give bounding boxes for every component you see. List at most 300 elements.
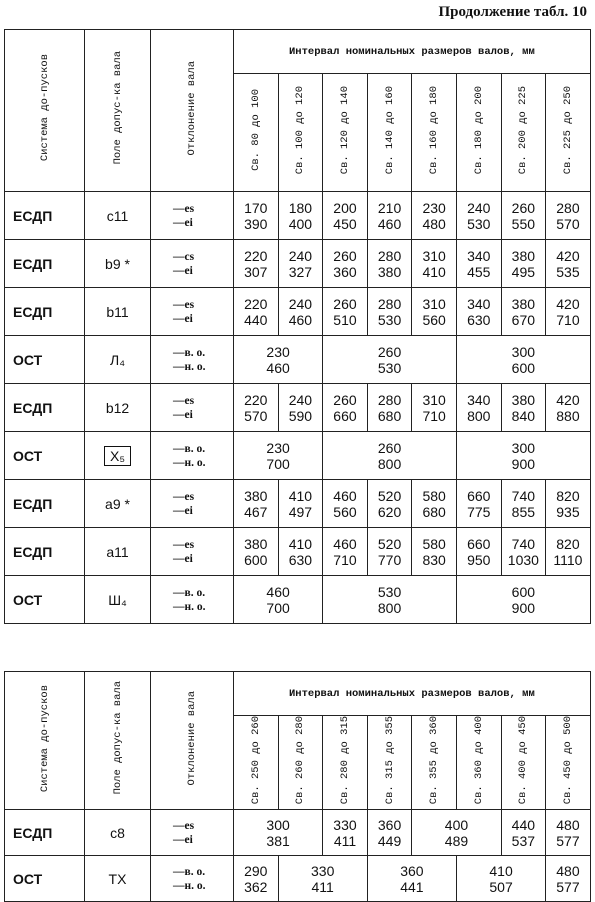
tolerance-field-label: b11	[106, 303, 129, 320]
value-cell	[367, 192, 412, 240]
value-cell	[323, 240, 368, 288]
upper-value: 340	[467, 391, 491, 408]
value-cell	[278, 288, 323, 336]
interval-header-cell	[367, 74, 412, 192]
upper-value: 220	[244, 295, 268, 312]
lower-value: 670	[511, 311, 536, 328]
upper-deviation-label: —es	[173, 490, 195, 503]
lower-value: 390	[244, 215, 268, 232]
lower-value: 307	[244, 263, 268, 280]
value-cell	[234, 810, 323, 856]
upper-value: 280	[377, 391, 402, 408]
system-cell: ЕСДП	[5, 384, 85, 432]
upper-value: 520	[377, 487, 402, 504]
value-cell	[234, 432, 323, 480]
table-row	[5, 288, 591, 336]
interval-label: Св. 120 до 140	[338, 85, 351, 175]
upper-value: 280	[377, 247, 402, 264]
interval-header-cell	[278, 716, 323, 810]
system-cell: ОСТ	[5, 336, 85, 384]
value-cell	[456, 288, 501, 336]
deviation-cell	[151, 336, 234, 384]
table-row	[5, 528, 591, 576]
interval-label: Св. 400 до 450	[517, 716, 530, 805]
value-cell	[546, 192, 591, 240]
upper-value: 340	[467, 247, 491, 264]
lower-value: 380	[377, 263, 402, 280]
tolerance-field-label: b12	[105, 399, 130, 416]
upper-deviation-label: —es	[173, 538, 195, 551]
table-row	[5, 576, 591, 624]
upper-value: 330	[333, 816, 357, 833]
deviation-cell	[151, 480, 234, 528]
upper-value: 580	[422, 487, 446, 504]
upper-value: 520	[377, 535, 402, 552]
interval-header-cell	[456, 74, 501, 192]
interval-label: Св. 200 до 225	[517, 85, 530, 175]
upper-value: 260	[377, 439, 402, 456]
upper-value: 480	[556, 816, 580, 833]
value-cell	[412, 528, 457, 576]
lower-value: 680	[377, 407, 402, 424]
upper-value: 220	[244, 391, 268, 408]
table-row	[5, 810, 591, 856]
interval-label: Св. 315 до 355	[383, 716, 396, 805]
interval-header-cell	[367, 716, 412, 810]
value-cell	[234, 384, 279, 432]
value-cell	[234, 288, 279, 336]
interval-header-cell	[234, 74, 279, 192]
upper-value: 310	[422, 391, 446, 408]
tolerance-field-cell	[85, 336, 151, 384]
lower-value: 467	[244, 503, 268, 520]
tolerance-field-cell	[85, 480, 151, 528]
upper-value: 180	[288, 199, 313, 216]
interval-label: Св. 360 до 400	[472, 716, 485, 805]
deviation-cell	[151, 810, 234, 856]
upper-deviation-label: —в. о.	[173, 586, 206, 599]
interval-label: Св. 250 до 260	[249, 716, 262, 805]
upper-value: 740	[511, 487, 536, 504]
table-row	[5, 432, 591, 480]
deviation-cell	[151, 856, 234, 902]
tolerance-field-cell	[85, 432, 151, 480]
lower-value: 700	[266, 599, 290, 616]
table-row	[5, 480, 591, 528]
value-cell	[501, 240, 546, 288]
value-cell	[367, 480, 412, 528]
upper-value: 410	[489, 862, 513, 879]
interval-header-cell	[323, 716, 368, 810]
deviation-cell	[151, 528, 234, 576]
lower-value: 460	[266, 359, 290, 376]
lower-value: 460	[288, 311, 313, 328]
lower-value: 710	[556, 311, 580, 328]
value-cell	[412, 810, 501, 856]
upper-value: 380	[511, 295, 536, 312]
interval-header-cell	[501, 716, 546, 810]
deviation-cell	[151, 384, 234, 432]
lower-deviation-label: —н. о.	[173, 600, 206, 613]
tolerance-field-label: Ш₄	[108, 591, 127, 608]
value-cell	[456, 336, 590, 384]
lower-value: 577	[556, 832, 580, 849]
table-row	[5, 384, 591, 432]
interval-header-cell	[234, 716, 279, 810]
upper-value: 410	[288, 487, 313, 504]
system-cell: ЕСДП	[5, 240, 85, 288]
table-row	[5, 192, 591, 240]
value-cell	[456, 480, 501, 528]
value-cell	[501, 480, 546, 528]
lower-value: 590	[288, 407, 313, 424]
lower-value: 775	[467, 503, 491, 520]
value-cell	[234, 240, 279, 288]
value-cell	[367, 810, 412, 856]
interval-header-cell	[501, 74, 546, 192]
lower-value: 900	[511, 599, 536, 616]
header-system: Система до-пусков	[5, 672, 85, 810]
value-cell	[323, 336, 457, 384]
tolerance-field-label: ТХ	[108, 870, 127, 887]
lower-value: 530	[467, 215, 491, 232]
upper-value: 310	[422, 247, 446, 264]
tolerance-field-label: a11	[106, 543, 129, 560]
value-cell	[546, 810, 591, 856]
upper-value: 530	[377, 583, 402, 600]
value-cell	[278, 856, 367, 902]
upper-value: 400	[444, 816, 469, 833]
upper-value: 200	[333, 199, 357, 216]
tolerance-field-cell	[85, 192, 151, 240]
lower-value: 489	[444, 832, 469, 849]
deviation-cell	[151, 288, 234, 336]
value-cell	[234, 336, 323, 384]
deviation-cell	[151, 240, 234, 288]
value-cell	[456, 856, 545, 902]
value-cell	[278, 480, 323, 528]
upper-value: 440	[511, 816, 536, 833]
value-cell	[278, 192, 323, 240]
interval-label: Св. 80 до 100	[249, 89, 262, 171]
upper-value: 420	[556, 247, 580, 264]
upper-deviation-label: —cs	[173, 250, 195, 263]
tolerance-table-part2	[4, 671, 591, 902]
upper-value: 740	[511, 535, 536, 552]
header-field: Поле допус-ка вала	[85, 30, 151, 192]
lower-deviation-label: —ei	[173, 216, 193, 229]
value-cell	[412, 192, 457, 240]
upper-value: 820	[556, 535, 580, 552]
upper-value: 260	[333, 391, 357, 408]
lower-value: 800	[377, 599, 402, 616]
interval-label: Св. 450 до 500	[561, 716, 574, 805]
system-cell: ОСТ	[5, 432, 85, 480]
lower-value: 840	[511, 407, 536, 424]
lower-value: 680	[422, 503, 446, 520]
lower-deviation-label: —ei	[173, 552, 193, 565]
upper-value: 230	[422, 199, 446, 216]
value-cell	[278, 528, 323, 576]
upper-value: 420	[556, 391, 580, 408]
tolerance-field-cell	[85, 384, 151, 432]
tolerance-field-cell	[85, 288, 151, 336]
interval-header-cell	[278, 74, 323, 192]
upper-deviation-label: —es	[173, 298, 195, 311]
value-cell	[456, 576, 590, 624]
lower-value: 410	[422, 263, 446, 280]
lower-value: 950	[467, 551, 491, 568]
upper-value: 600	[511, 583, 536, 600]
lower-deviation-label: —ei	[173, 312, 193, 325]
lower-value: 460	[377, 215, 402, 232]
lower-value: 507	[489, 878, 513, 895]
lower-value: 700	[266, 455, 290, 472]
tolerance-field-cell	[85, 576, 151, 624]
lower-value: 577	[556, 878, 580, 895]
value-cell	[278, 240, 323, 288]
lower-value: 600	[511, 359, 536, 376]
value-cell	[323, 384, 368, 432]
deviation-cell	[151, 432, 234, 480]
lower-value: 630	[288, 551, 313, 568]
table-row	[5, 856, 591, 902]
value-cell	[367, 856, 456, 902]
lower-value: 560	[333, 503, 357, 520]
tolerance-field-cell	[85, 240, 151, 288]
upper-value: 380	[244, 487, 268, 504]
lower-value: 660	[333, 407, 357, 424]
lower-deviation-label: —ei	[173, 504, 193, 517]
lower-value: 570	[244, 407, 268, 424]
upper-value: 240	[288, 295, 313, 312]
value-cell	[323, 576, 457, 624]
value-cell	[456, 384, 501, 432]
upper-value: 230	[266, 439, 290, 456]
value-cell	[456, 240, 501, 288]
lower-value: 600	[244, 551, 268, 568]
upper-value: 460	[333, 535, 357, 552]
header-deviation: Отклонение вала	[151, 30, 234, 192]
upper-value: 240	[288, 247, 313, 264]
value-cell	[501, 384, 546, 432]
value-cell	[234, 856, 279, 902]
lower-value: 535	[556, 263, 580, 280]
upper-value: 280	[556, 199, 580, 216]
tolerance-field-cell	[85, 856, 151, 902]
lower-value: 900	[511, 455, 536, 472]
value-cell	[278, 384, 323, 432]
lower-value: 360	[333, 263, 357, 280]
lower-value: 362	[244, 878, 268, 895]
interval-label: Св. 180 до 200	[472, 85, 485, 175]
value-cell	[501, 288, 546, 336]
upper-deviation-label: —в. о.	[173, 346, 206, 359]
lower-value: 800	[467, 407, 491, 424]
interval-label: Св. 140 до 160	[383, 85, 396, 175]
value-cell	[323, 288, 368, 336]
value-cell	[456, 528, 501, 576]
interval-header-cell	[323, 74, 368, 192]
lower-value: 400	[288, 215, 313, 232]
system-cell: ЕСДП	[5, 480, 85, 528]
lower-value: 570	[556, 215, 580, 232]
interval-label: Св. 225 до 250	[561, 85, 574, 175]
lower-deviation-label: —н. о.	[173, 456, 206, 469]
value-cell	[323, 480, 368, 528]
interval-header-cell	[456, 716, 501, 810]
value-cell	[546, 480, 591, 528]
tolerance-field-label: b9 *	[105, 255, 130, 272]
upper-value: 260	[511, 199, 536, 216]
header-interval: Интервал номинальных размеров валов, мм	[234, 30, 591, 74]
lower-value: 510	[333, 311, 357, 328]
lower-value: 830	[422, 551, 446, 568]
value-cell	[234, 576, 323, 624]
upper-value: 280	[377, 295, 402, 312]
lower-value: 530	[377, 359, 402, 376]
lower-value: 770	[377, 551, 402, 568]
value-cell	[412, 384, 457, 432]
value-cell	[323, 432, 457, 480]
upper-value: 580	[422, 535, 446, 552]
lower-value: 450	[333, 215, 357, 232]
upper-deviation-label: —в. о.	[173, 442, 206, 455]
tolerance-field-cell	[85, 528, 151, 576]
system-cell: ОСТ	[5, 856, 85, 902]
upper-value: 360	[377, 816, 402, 833]
tolerance-field-label: Л₄	[110, 351, 125, 368]
lower-value: 411	[333, 832, 357, 849]
value-cell	[456, 192, 501, 240]
lower-deviation-label: —н. о.	[173, 360, 206, 373]
system-cell: ЕСДП	[5, 810, 85, 856]
value-cell	[501, 192, 546, 240]
upper-value: 220	[244, 247, 268, 264]
header-system: Система до-пусков	[5, 30, 85, 192]
upper-value: 460	[333, 487, 357, 504]
lower-value: 1110	[553, 551, 583, 568]
header-field: Поле допус-ка вала	[85, 672, 151, 810]
lower-deviation-label: —н. о.	[173, 879, 206, 892]
value-cell	[456, 432, 590, 480]
upper-value: 260	[333, 247, 357, 264]
upper-value: 210	[377, 199, 402, 216]
header-interval: Интервал номинальных размеров валов, мм	[234, 672, 591, 716]
upper-value: 460	[266, 583, 290, 600]
lower-value: 880	[556, 407, 580, 424]
upper-value: 380	[511, 247, 536, 264]
interval-label: Св. 100 до 120	[294, 85, 307, 175]
upper-value: 820	[556, 487, 580, 504]
interval-header-cell	[546, 716, 591, 810]
value-cell	[367, 528, 412, 576]
lower-deviation-label: —ei	[173, 408, 193, 421]
upper-value: 340	[467, 295, 491, 312]
lower-value: 710	[422, 407, 446, 424]
interval-header-cell	[412, 716, 457, 810]
lower-value: 480	[422, 215, 446, 232]
value-cell	[323, 528, 368, 576]
upper-value: 300	[511, 439, 536, 456]
lower-value: 1030	[507, 551, 539, 568]
tolerance-field-cell	[85, 810, 151, 856]
system-cell: ЕСДП	[5, 192, 85, 240]
value-cell	[367, 240, 412, 288]
lower-value: 449	[377, 832, 402, 849]
lower-value: 630	[467, 311, 491, 328]
lower-value: 441	[400, 878, 424, 895]
deviation-cell	[151, 576, 234, 624]
upper-value: 480	[556, 862, 580, 879]
lower-value: 935	[556, 503, 580, 520]
upper-value: 420	[556, 295, 580, 312]
upper-value: 230	[266, 343, 290, 360]
value-cell	[234, 480, 279, 528]
value-cell	[234, 528, 279, 576]
upper-value: 170	[244, 199, 268, 216]
upper-value: 260	[333, 295, 357, 312]
upper-value: 260	[377, 343, 402, 360]
value-cell	[546, 384, 591, 432]
system-cell: ЕСДП	[5, 288, 85, 336]
upper-value: 380	[511, 391, 536, 408]
lower-value: 495	[511, 263, 536, 280]
lower-value: 327	[288, 263, 313, 280]
upper-value: 660	[467, 535, 491, 552]
upper-value: 330	[311, 862, 335, 879]
lower-value: 550	[511, 215, 536, 232]
lower-value: 455	[467, 263, 491, 280]
interval-label: Св. 280 до 315	[338, 716, 351, 805]
lower-deviation-label: —ei	[173, 264, 193, 277]
upper-value: 360	[400, 862, 424, 879]
deviation-cell	[151, 192, 234, 240]
lower-value: 800	[377, 455, 402, 472]
lower-deviation-label: —ei	[173, 833, 193, 846]
table-row	[5, 240, 591, 288]
upper-deviation-label: —es	[173, 202, 195, 215]
upper-deviation-label: —es	[173, 394, 195, 407]
lower-value: 530	[377, 311, 402, 328]
interval-label: Св. 160 до 180	[428, 85, 441, 175]
upper-value: 240	[467, 199, 491, 216]
lower-value: 497	[288, 503, 313, 520]
lower-value: 440	[244, 311, 268, 328]
upper-deviation-label: —в. о.	[173, 865, 206, 878]
value-cell	[412, 240, 457, 288]
system-cell: ОСТ	[5, 576, 85, 624]
upper-value: 380	[244, 535, 268, 552]
tolerance-field-label: X₅	[104, 446, 131, 466]
interval-label: Св. 260 до 280	[294, 716, 307, 805]
lower-value: 710	[333, 551, 357, 568]
tolerance-field-label: a9 *	[105, 495, 130, 512]
upper-value: 290	[244, 862, 268, 879]
upper-value: 660	[467, 487, 491, 504]
upper-deviation-label: —es	[173, 819, 195, 832]
table-continuation-title: Продолжение табл. 10	[438, 4, 587, 20]
value-cell	[546, 288, 591, 336]
value-cell	[367, 288, 412, 336]
value-cell	[367, 384, 412, 432]
upper-value: 300	[266, 816, 290, 833]
upper-value: 300	[511, 343, 536, 360]
tolerance-field-label: c8	[110, 824, 125, 841]
value-cell	[412, 288, 457, 336]
tolerance-field-label: c11	[106, 207, 129, 224]
lower-value: 560	[422, 311, 446, 328]
